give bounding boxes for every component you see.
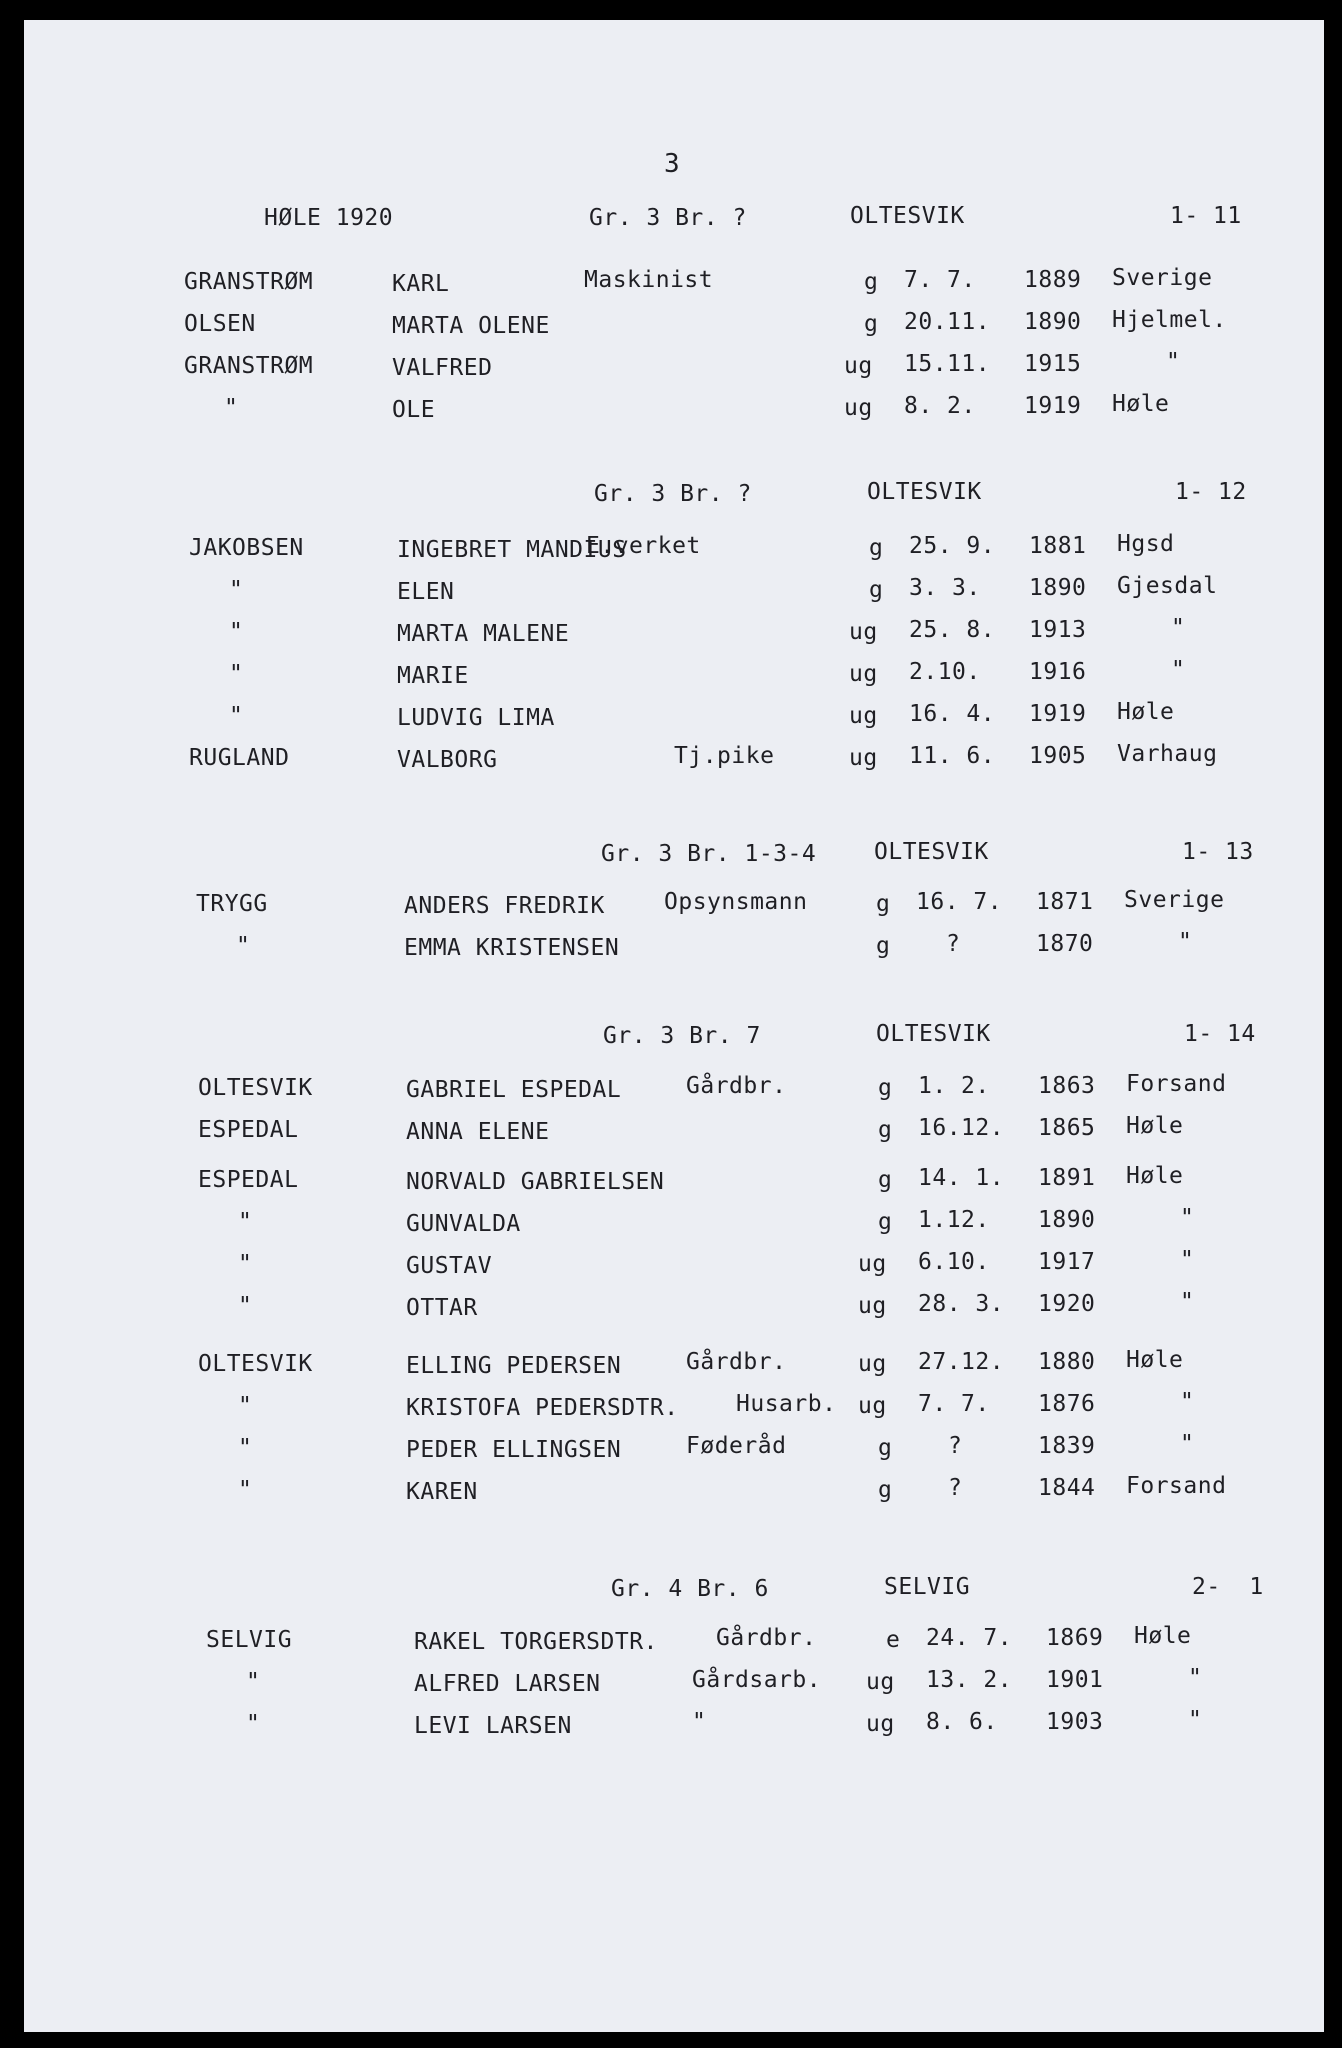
entry-birth-date: 6.10. bbox=[918, 1249, 990, 1275]
entry-marital-status: ug bbox=[844, 395, 873, 421]
entry-surname: SELVIG bbox=[206, 1627, 293, 1653]
entry-given-name: PEDER ELLINGSEN bbox=[406, 1437, 622, 1463]
group-header: Gr. 3 Br. ? bbox=[594, 481, 752, 507]
entry-birthplace: Hjelmel. bbox=[1112, 307, 1227, 333]
entry-given-name: KRISTOFA PEDERSDTR. bbox=[406, 1395, 679, 1421]
entry-given-name: OLE bbox=[392, 397, 436, 423]
entry-occupation: Gårdbr. bbox=[686, 1349, 787, 1375]
entry-surname: " bbox=[246, 1669, 261, 1695]
entry-occupation: " bbox=[692, 1709, 707, 1735]
entry-birth-date: 16.12. bbox=[918, 1115, 1005, 1141]
entry-birth-year: 1890 bbox=[1029, 575, 1087, 601]
entry-birth-year: 1890 bbox=[1038, 1207, 1096, 1233]
entry-birthplace: " bbox=[1180, 1431, 1195, 1457]
group-number: 1- 11 bbox=[1170, 203, 1242, 229]
entry-given-name: KARL bbox=[392, 271, 450, 297]
entry-birth-year: 1869 bbox=[1046, 1625, 1104, 1651]
entry-birth-year: 1889 bbox=[1024, 267, 1082, 293]
entry-birth-year: 1913 bbox=[1029, 617, 1087, 643]
entry-birth-year: 1870 bbox=[1036, 931, 1094, 957]
entry-given-name: ANDERS FREDRIK bbox=[404, 893, 605, 919]
group-header: Gr. 3 Br. 7 bbox=[603, 1023, 761, 1049]
entry-birthplace: " bbox=[1171, 615, 1186, 641]
entry-marital-status: g bbox=[869, 577, 884, 603]
entry-birth-year: 1917 bbox=[1038, 1249, 1096, 1275]
entry-given-name: NORVALD GABRIELSEN bbox=[406, 1169, 665, 1195]
group-number: 2- 1 bbox=[1192, 1574, 1264, 1600]
entry-given-name: ELEN bbox=[397, 579, 455, 605]
entry-given-name: GUSTAV bbox=[406, 1253, 493, 1279]
entry-given-name: VALBORG bbox=[397, 747, 498, 773]
entry-birth-year: 1871 bbox=[1036, 889, 1094, 915]
entry-given-name: GABRIEL ESPEDAL bbox=[406, 1077, 622, 1103]
entry-birthplace: Hgsd bbox=[1117, 531, 1175, 557]
entry-birth-date: 28. 3. bbox=[918, 1291, 1005, 1317]
entry-surname: OLSEN bbox=[184, 311, 256, 337]
entry-given-name: INGEBRET MANDIUS bbox=[397, 537, 627, 563]
entry-birth-date: ? bbox=[946, 931, 961, 957]
entry-surname: ESPEDAL bbox=[198, 1167, 299, 1193]
page-number: 3 bbox=[664, 149, 681, 179]
entry-surname: " bbox=[238, 1393, 253, 1419]
entry-birth-year: 1915 bbox=[1024, 351, 1082, 377]
entry-birth-date: 25. 9. bbox=[909, 533, 996, 559]
entry-marital-status: g bbox=[878, 1477, 893, 1503]
entry-birthplace: " bbox=[1180, 1289, 1195, 1315]
entry-given-name: RAKEL TORGERSDTR. bbox=[414, 1629, 658, 1655]
group-place: OLTESVIK bbox=[876, 1021, 991, 1047]
entry-birth-date: 24. 7. bbox=[926, 1625, 1013, 1651]
entry-surname: ESPEDAL bbox=[198, 1117, 299, 1143]
entry-marital-status: g bbox=[878, 1435, 893, 1461]
entry-given-name: EMMA KRISTENSEN bbox=[404, 935, 620, 961]
entry-marital-status: ug bbox=[849, 703, 878, 729]
document-page bbox=[24, 20, 1324, 2032]
entry-birth-year: 1905 bbox=[1029, 743, 1087, 769]
entry-given-name: VALFRED bbox=[392, 355, 493, 381]
entry-birth-year: 1901 bbox=[1046, 1667, 1104, 1693]
entry-given-name: GUNVALDA bbox=[406, 1211, 521, 1237]
entry-birth-year: 1865 bbox=[1038, 1115, 1096, 1141]
entry-birthplace: Høle bbox=[1126, 1347, 1184, 1373]
entry-birth-year: 1919 bbox=[1024, 393, 1082, 419]
entry-occupation: Føderåd bbox=[686, 1433, 787, 1459]
entry-birth-date: 7. 7. bbox=[918, 1391, 990, 1417]
entry-given-name: MARTA MALENE bbox=[397, 621, 570, 647]
entry-surname: " bbox=[238, 1293, 253, 1319]
entry-given-name: LUDVIG LIMA bbox=[397, 705, 555, 731]
entry-birth-date: 20.11. bbox=[904, 309, 991, 335]
entry-marital-status: ug bbox=[849, 745, 878, 771]
group-place: OLTESVIK bbox=[850, 203, 965, 229]
entry-birthplace: Høle bbox=[1126, 1163, 1184, 1189]
entry-surname: " bbox=[229, 703, 244, 729]
entry-marital-status: ug bbox=[858, 1293, 887, 1319]
entry-marital-status: ug bbox=[849, 619, 878, 645]
entry-given-name: MARTA OLENE bbox=[392, 313, 550, 339]
entry-given-name: MARIE bbox=[397, 663, 469, 689]
entry-marital-status: g bbox=[876, 933, 891, 959]
entry-birthplace: Gjesdal bbox=[1117, 573, 1218, 599]
entry-given-name: OTTAR bbox=[406, 1295, 478, 1321]
entry-birth-year: 1903 bbox=[1046, 1709, 1104, 1735]
entry-birthplace: Sverige bbox=[1124, 887, 1225, 913]
entry-surname: " bbox=[238, 1209, 253, 1235]
group-number: 1- 14 bbox=[1184, 1021, 1256, 1047]
entry-occupation: Maskinist bbox=[584, 267, 714, 293]
entry-marital-status: ug bbox=[866, 1711, 895, 1737]
entry-birth-year: 1881 bbox=[1029, 533, 1087, 559]
entry-occupation: Opsynsmann bbox=[664, 889, 808, 915]
entry-surname: " bbox=[229, 577, 244, 603]
entry-birthplace: Forsand bbox=[1126, 1473, 1227, 1499]
entry-surname: " bbox=[229, 661, 244, 687]
entry-marital-status: g bbox=[869, 535, 884, 561]
entry-marital-status: ug bbox=[866, 1669, 895, 1695]
entry-birth-date: ? bbox=[948, 1433, 963, 1459]
entry-occupation: E.verket bbox=[586, 533, 701, 559]
entry-birth-date: 7. 7. bbox=[904, 267, 976, 293]
entry-surname: GRANSTRØM bbox=[184, 269, 314, 295]
entry-marital-status: g bbox=[876, 891, 891, 917]
entry-birth-year: 1844 bbox=[1038, 1475, 1096, 1501]
entry-birth-date: 3. 3. bbox=[909, 575, 981, 601]
group-number: 1- 12 bbox=[1175, 479, 1247, 505]
entry-marital-status: ug bbox=[858, 1393, 887, 1419]
entry-surname: RUGLAND bbox=[189, 745, 290, 771]
group-number: 1- 13 bbox=[1182, 839, 1254, 865]
entry-given-name: LEVI LARSEN bbox=[414, 1713, 572, 1739]
entry-birth-year: 1916 bbox=[1029, 659, 1087, 685]
entry-given-name: ANNA ELENE bbox=[406, 1119, 550, 1145]
entry-given-name: KAREN bbox=[406, 1479, 478, 1505]
entry-birth-date: ? bbox=[948, 1475, 963, 1501]
entry-birthplace: Høle bbox=[1126, 1113, 1184, 1139]
entry-birth-date: 14. 1. bbox=[918, 1165, 1005, 1191]
entry-birth-date: 2.10. bbox=[909, 659, 981, 685]
entry-surname: " bbox=[238, 1477, 253, 1503]
entry-birthplace: Forsand bbox=[1126, 1071, 1227, 1097]
entry-surname: " bbox=[236, 933, 251, 959]
entry-birthplace: " bbox=[1188, 1665, 1203, 1691]
entry-birthplace: " bbox=[1188, 1707, 1203, 1733]
entry-marital-status: g bbox=[878, 1167, 893, 1193]
entry-surname: TRYGG bbox=[196, 891, 268, 917]
entry-birthplace: " bbox=[1178, 929, 1193, 955]
entry-birth-date: 11. 6. bbox=[909, 743, 996, 769]
entry-birth-date: 1. 2. bbox=[918, 1073, 990, 1099]
entry-birth-date: 13. 2. bbox=[926, 1667, 1013, 1693]
entry-given-name: ELLING PEDERSEN bbox=[406, 1353, 622, 1379]
entry-birth-year: 1863 bbox=[1038, 1073, 1096, 1099]
entry-birthplace: " bbox=[1180, 1389, 1195, 1415]
entry-birthplace: Høle bbox=[1134, 1623, 1192, 1649]
entry-surname: OLTESVIK bbox=[198, 1075, 313, 1101]
group-header: Gr. 3 Br. 1-3-4 bbox=[601, 841, 817, 867]
entry-birth-date: 16. 4. bbox=[909, 701, 996, 727]
entry-surname: " bbox=[229, 619, 244, 645]
entry-birth-date: 25. 8. bbox=[909, 617, 996, 643]
document-title: HØLE 1920 bbox=[264, 205, 394, 231]
entry-occupation: Tj.pike bbox=[674, 743, 775, 769]
entry-birthplace: Sverige bbox=[1112, 265, 1213, 291]
entry-occupation: Gårdbr. bbox=[716, 1625, 817, 1651]
entry-given-name: ALFRED LARSEN bbox=[414, 1671, 601, 1697]
entry-surname: " bbox=[246, 1711, 261, 1737]
entry-occupation: Husarb. bbox=[736, 1391, 837, 1417]
entry-marital-status: g bbox=[864, 269, 879, 295]
entry-surname: " bbox=[224, 395, 239, 421]
entry-occupation: Gårdsarb. bbox=[692, 1667, 822, 1693]
entry-marital-status: ug bbox=[844, 353, 873, 379]
entry-birthplace: " bbox=[1180, 1247, 1195, 1273]
entry-marital-status: g bbox=[878, 1075, 893, 1101]
entry-surname: " bbox=[238, 1435, 253, 1461]
group-place: SELVIG bbox=[884, 1574, 971, 1600]
entry-marital-status: ug bbox=[858, 1351, 887, 1377]
entry-surname: " bbox=[238, 1251, 253, 1277]
entry-surname: JAKOBSEN bbox=[189, 535, 304, 561]
entry-birth-date: 1.12. bbox=[918, 1207, 990, 1233]
entry-marital-status: g bbox=[878, 1117, 893, 1143]
entry-birth-date: 27.12. bbox=[918, 1349, 1005, 1375]
entry-marital-status: g bbox=[864, 311, 879, 337]
group-header: Gr. 4 Br. 6 bbox=[611, 1576, 769, 1602]
entry-marital-status: g bbox=[878, 1209, 893, 1235]
entry-marital-status: ug bbox=[849, 661, 878, 687]
group-place: OLTESVIK bbox=[867, 479, 982, 505]
entry-birth-year: 1890 bbox=[1024, 309, 1082, 335]
entry-birth-date: 16. 7. bbox=[916, 889, 1003, 915]
entry-birth-date: 8. 6. bbox=[926, 1709, 998, 1735]
entry-birthplace: " bbox=[1171, 657, 1186, 683]
entry-birthplace: " bbox=[1166, 349, 1181, 375]
entry-birth-year: 1880 bbox=[1038, 1349, 1096, 1375]
entry-birth-date: 8. 2. bbox=[904, 393, 976, 419]
entry-marital-status: e bbox=[886, 1627, 901, 1653]
entry-birth-year: 1919 bbox=[1029, 701, 1087, 727]
entry-marital-status: ug bbox=[858, 1251, 887, 1277]
entry-birth-date: 15.11. bbox=[904, 351, 991, 377]
entry-birth-year: 1839 bbox=[1038, 1433, 1096, 1459]
entry-occupation: Gårdbr. bbox=[686, 1073, 787, 1099]
entry-birth-year: 1891 bbox=[1038, 1165, 1096, 1191]
entry-birth-year: 1920 bbox=[1038, 1291, 1096, 1317]
entry-birth-year: 1876 bbox=[1038, 1391, 1096, 1417]
entry-birthplace: Høle bbox=[1112, 391, 1170, 417]
group-place: OLTESVIK bbox=[874, 839, 989, 865]
entry-surname: GRANSTRØM bbox=[184, 353, 314, 379]
entry-birthplace: Høle bbox=[1117, 699, 1175, 725]
entry-birthplace: " bbox=[1180, 1205, 1195, 1231]
entry-surname: OLTESVIK bbox=[198, 1351, 313, 1377]
entry-birthplace: Varhaug bbox=[1117, 741, 1218, 767]
group-header: Gr. 3 Br. ? bbox=[589, 205, 747, 231]
